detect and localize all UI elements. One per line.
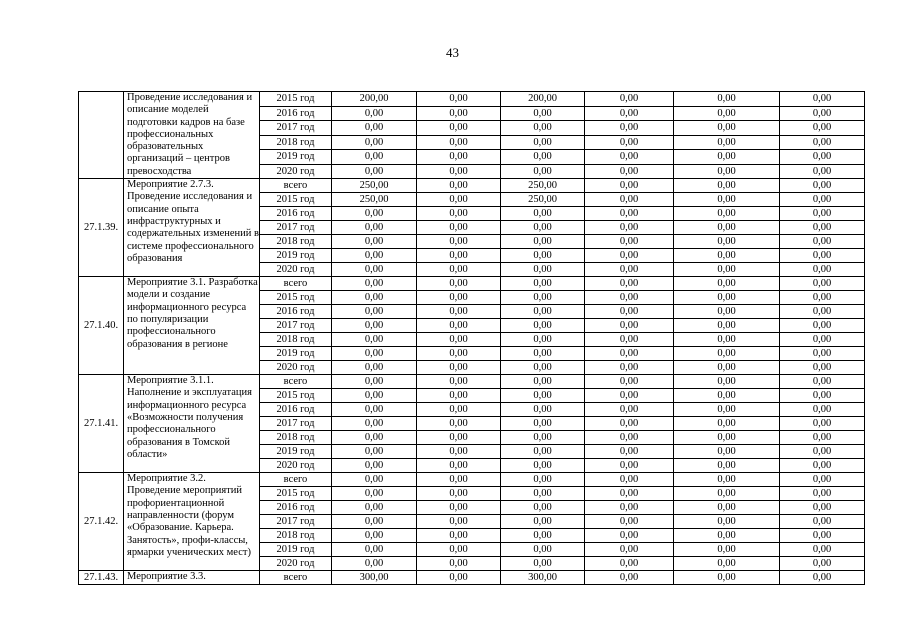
value-cell: 0,00: [332, 515, 417, 529]
value-cell: 0,00: [585, 207, 674, 221]
value-cell: 200,00: [332, 92, 417, 107]
item-description: Мероприятие 3.3.: [124, 571, 260, 585]
value-cell: 0,00: [501, 515, 585, 529]
value-cell: 0,00: [780, 389, 865, 403]
value-cell: 0,00: [501, 277, 585, 291]
value-cell: 0,00: [332, 445, 417, 459]
value-cell: 0,00: [417, 179, 501, 193]
value-cell: 0,00: [501, 291, 585, 305]
value-cell: 0,00: [585, 389, 674, 403]
value-cell: 0,00: [585, 473, 674, 487]
period-cell: 2020 год: [260, 263, 332, 277]
value-cell: 0,00: [417, 235, 501, 249]
value-cell: 250,00: [332, 179, 417, 193]
value-cell: 0,00: [674, 417, 780, 431]
value-cell: 0,00: [674, 389, 780, 403]
value-cell: 0,00: [332, 277, 417, 291]
value-cell: 0,00: [674, 487, 780, 501]
value-cell: 0,00: [585, 121, 674, 136]
value-cell: 0,00: [501, 305, 585, 319]
period-cell: 2019 год: [260, 445, 332, 459]
period-cell: 2015 год: [260, 92, 332, 107]
value-cell: 0,00: [674, 179, 780, 193]
value-cell: 0,00: [501, 249, 585, 263]
value-cell: 0,00: [780, 235, 865, 249]
period-cell: 2019 год: [260, 150, 332, 165]
value-cell: 0,00: [332, 431, 417, 445]
value-cell: 0,00: [332, 487, 417, 501]
value-cell: 0,00: [501, 487, 585, 501]
value-cell: 0,00: [780, 249, 865, 263]
value-cell: 0,00: [332, 501, 417, 515]
table-row: [79, 92, 865, 107]
value-cell: 0,00: [332, 473, 417, 487]
value-cell: 0,00: [501, 235, 585, 249]
page-number: 43: [446, 45, 459, 60]
value-cell: 0,00: [674, 291, 780, 305]
value-cell: 0,00: [501, 221, 585, 235]
value-cell: 0,00: [332, 249, 417, 263]
value-cell: 0,00: [585, 193, 674, 207]
value-cell: 0,00: [417, 277, 501, 291]
value-cell: 0,00: [501, 403, 585, 417]
value-cell: 0,00: [585, 501, 674, 515]
period-cell: 2017 год: [260, 319, 332, 333]
item-description: Мероприятие 3.1.1. Наполнение и эксплуатация информационного ресурса «Возможности получения профессионального образования в Томской области»: [124, 375, 260, 473]
value-cell: 0,00: [501, 164, 585, 179]
value-cell: 0,00: [501, 347, 585, 361]
value-cell: 0,00: [674, 249, 780, 263]
value-cell: 0,00: [780, 347, 865, 361]
table-row: [79, 277, 865, 291]
value-cell: 0,00: [780, 277, 865, 291]
value-cell: 0,00: [780, 333, 865, 347]
value-cell: 0,00: [585, 319, 674, 333]
value-cell: 0,00: [585, 92, 674, 107]
value-cell: 0,00: [417, 361, 501, 375]
value-cell: 0,00: [417, 571, 501, 585]
period-cell: 2019 год: [260, 249, 332, 263]
item-description: Проведение исследования и описание моделей подготовки кадров на базе профессиональных образовательных организаций – центров превосходства: [124, 92, 260, 179]
period-cell: 2016 год: [260, 305, 332, 319]
value-cell: 0,00: [332, 263, 417, 277]
value-cell: 0,00: [417, 403, 501, 417]
value-cell: 0,00: [674, 193, 780, 207]
value-cell: 0,00: [417, 92, 501, 107]
value-cell: 0,00: [417, 319, 501, 333]
value-cell: 250,00: [501, 193, 585, 207]
value-cell: 0,00: [417, 431, 501, 445]
value-cell: 0,00: [332, 291, 417, 305]
value-cell: 0,00: [780, 473, 865, 487]
period-cell: 2016 год: [260, 207, 332, 221]
value-cell: 0,00: [585, 431, 674, 445]
value-cell: 0,00: [585, 557, 674, 571]
value-cell: 0,00: [417, 501, 501, 515]
value-cell: 0,00: [780, 179, 865, 193]
item-code: 27.1.39.: [79, 179, 124, 277]
value-cell: 0,00: [674, 333, 780, 347]
value-cell: 0,00: [585, 459, 674, 473]
value-cell: 0,00: [585, 417, 674, 431]
value-cell: 0,00: [585, 221, 674, 235]
value-cell: 0,00: [417, 291, 501, 305]
value-cell: 0,00: [332, 389, 417, 403]
item-code: [79, 92, 124, 179]
value-cell: 0,00: [780, 221, 865, 235]
table-body: [79, 92, 865, 585]
value-cell: 0,00: [585, 179, 674, 193]
value-cell: 0,00: [417, 417, 501, 431]
value-cell: 0,00: [417, 249, 501, 263]
period-cell: 2020 год: [260, 557, 332, 571]
value-cell: 0,00: [332, 135, 417, 150]
value-cell: 0,00: [585, 164, 674, 179]
value-cell: 0,00: [780, 501, 865, 515]
value-cell: 0,00: [417, 515, 501, 529]
value-cell: 0,00: [674, 92, 780, 107]
period-cell: 2016 год: [260, 106, 332, 121]
value-cell: 0,00: [780, 445, 865, 459]
value-cell: 0,00: [780, 135, 865, 150]
value-cell: 0,00: [417, 263, 501, 277]
value-cell: 0,00: [417, 473, 501, 487]
value-cell: 0,00: [585, 263, 674, 277]
value-cell: 0,00: [674, 515, 780, 529]
value-cell: 0,00: [780, 121, 865, 136]
value-cell: 0,00: [674, 361, 780, 375]
period-cell: 2018 год: [260, 529, 332, 543]
value-cell: 0,00: [585, 375, 674, 389]
value-cell: 0,00: [417, 221, 501, 235]
value-cell: 0,00: [780, 431, 865, 445]
value-cell: 0,00: [417, 207, 501, 221]
value-cell: 0,00: [417, 557, 501, 571]
period-cell: всего: [260, 571, 332, 585]
value-cell: 0,00: [501, 473, 585, 487]
value-cell: 0,00: [417, 389, 501, 403]
value-cell: 0,00: [501, 361, 585, 375]
value-cell: 0,00: [674, 106, 780, 121]
item-code: 27.1.42.: [79, 473, 124, 571]
value-cell: 0,00: [585, 277, 674, 291]
item-description: Мероприятие 3.2. Проведение мероприятий профориентационной направленности (форум «Образование. Карьера. Занятость», профи-классы, ярмарки ученических мест): [124, 473, 260, 571]
value-cell: 0,00: [417, 121, 501, 136]
value-cell: 0,00: [674, 557, 780, 571]
value-cell: 0,00: [585, 515, 674, 529]
period-cell: 2019 год: [260, 543, 332, 557]
value-cell: 0,00: [674, 305, 780, 319]
value-cell: 0,00: [780, 207, 865, 221]
value-cell: 0,00: [332, 529, 417, 543]
value-cell: 0,00: [501, 543, 585, 557]
value-cell: 0,00: [332, 557, 417, 571]
value-cell: 0,00: [585, 347, 674, 361]
value-cell: 0,00: [585, 106, 674, 121]
period-cell: 2017 год: [260, 221, 332, 235]
value-cell: 0,00: [780, 487, 865, 501]
value-cell: 0,00: [585, 150, 674, 165]
value-cell: 0,00: [674, 403, 780, 417]
period-cell: 2017 год: [260, 417, 332, 431]
budget-table: [78, 91, 865, 585]
value-cell: 0,00: [780, 403, 865, 417]
value-cell: 0,00: [501, 445, 585, 459]
period-cell: 2017 год: [260, 121, 332, 136]
value-cell: 0,00: [674, 135, 780, 150]
period-cell: 2018 год: [260, 135, 332, 150]
item-code: 27.1.41.: [79, 375, 124, 473]
value-cell: 0,00: [417, 445, 501, 459]
value-cell: 0,00: [332, 361, 417, 375]
value-cell: 0,00: [417, 135, 501, 150]
value-cell: 0,00: [501, 459, 585, 473]
value-cell: 0,00: [674, 319, 780, 333]
value-cell: 0,00: [332, 459, 417, 473]
value-cell: 0,00: [780, 291, 865, 305]
value-cell: 300,00: [332, 571, 417, 585]
table-row: [79, 375, 865, 389]
value-cell: 0,00: [332, 319, 417, 333]
item-description: Мероприятие 2.7.3. Проведение исследования и описание опыта инфраструктурных и содержательных изменений в системе профессионального образования: [124, 179, 260, 277]
item-description: Мероприятие 3.1. Разработка модели и создание информационного ресурса по популяризации профессионального образования в регионе: [124, 277, 260, 375]
value-cell: 0,00: [417, 543, 501, 557]
item-code: 27.1.43.: [79, 571, 124, 585]
value-cell: 0,00: [780, 459, 865, 473]
value-cell: 0,00: [674, 221, 780, 235]
period-cell: 2015 год: [260, 389, 332, 403]
value-cell: 0,00: [417, 347, 501, 361]
value-cell: 0,00: [674, 347, 780, 361]
value-cell: 0,00: [332, 221, 417, 235]
value-cell: 0,00: [674, 543, 780, 557]
value-cell: 0,00: [417, 375, 501, 389]
value-cell: 0,00: [417, 164, 501, 179]
value-cell: 0,00: [674, 375, 780, 389]
value-cell: 0,00: [674, 164, 780, 179]
value-cell: 0,00: [332, 305, 417, 319]
value-cell: 0,00: [332, 150, 417, 165]
period-cell: 2016 год: [260, 501, 332, 515]
value-cell: 0,00: [332, 333, 417, 347]
value-cell: 0,00: [417, 150, 501, 165]
value-cell: 200,00: [501, 92, 585, 107]
value-cell: 0,00: [780, 150, 865, 165]
period-cell: 2017 год: [260, 515, 332, 529]
value-cell: 0,00: [674, 431, 780, 445]
value-cell: 0,00: [501, 431, 585, 445]
value-cell: 0,00: [332, 417, 417, 431]
value-cell: 0,00: [501, 529, 585, 543]
value-cell: 0,00: [585, 543, 674, 557]
value-cell: 0,00: [780, 543, 865, 557]
value-cell: 0,00: [674, 235, 780, 249]
value-cell: 0,00: [332, 347, 417, 361]
value-cell: 0,00: [780, 571, 865, 585]
value-cell: 0,00: [674, 501, 780, 515]
value-cell: 0,00: [417, 106, 501, 121]
value-cell: 0,00: [501, 319, 585, 333]
value-cell: 0,00: [332, 121, 417, 136]
period-cell: 2015 год: [260, 193, 332, 207]
value-cell: 250,00: [501, 179, 585, 193]
value-cell: 0,00: [417, 529, 501, 543]
item-code: 27.1.40.: [79, 277, 124, 375]
value-cell: 0,00: [674, 207, 780, 221]
value-cell: 0,00: [780, 263, 865, 277]
value-cell: 0,00: [501, 207, 585, 221]
value-cell: 0,00: [332, 543, 417, 557]
value-cell: 300,00: [501, 571, 585, 585]
value-cell: 0,00: [332, 403, 417, 417]
period-cell: всего: [260, 375, 332, 389]
table-row: [79, 473, 865, 487]
value-cell: 0,00: [674, 529, 780, 543]
value-cell: 0,00: [674, 277, 780, 291]
value-cell: 0,00: [332, 106, 417, 121]
value-cell: 0,00: [417, 459, 501, 473]
period-cell: 2015 год: [260, 291, 332, 305]
value-cell: 0,00: [780, 361, 865, 375]
value-cell: 0,00: [501, 557, 585, 571]
table-row: [79, 571, 865, 585]
value-cell: 0,00: [585, 135, 674, 150]
value-cell: 0,00: [585, 249, 674, 263]
value-cell: 0,00: [501, 333, 585, 347]
period-cell: всего: [260, 277, 332, 291]
period-cell: 2016 год: [260, 403, 332, 417]
table-row: [79, 179, 865, 193]
value-cell: 0,00: [674, 473, 780, 487]
value-cell: 0,00: [780, 92, 865, 107]
value-cell: 250,00: [332, 193, 417, 207]
value-cell: 0,00: [501, 501, 585, 515]
value-cell: 0,00: [585, 235, 674, 249]
value-cell: 0,00: [417, 333, 501, 347]
period-cell: 2018 год: [260, 431, 332, 445]
value-cell: 0,00: [501, 106, 585, 121]
value-cell: 0,00: [501, 263, 585, 277]
value-cell: 0,00: [780, 515, 865, 529]
value-cell: 0,00: [780, 417, 865, 431]
value-cell: 0,00: [780, 529, 865, 543]
value-cell: 0,00: [417, 305, 501, 319]
value-cell: 0,00: [332, 235, 417, 249]
period-cell: всего: [260, 473, 332, 487]
value-cell: 0,00: [674, 121, 780, 136]
value-cell: 0,00: [780, 193, 865, 207]
value-cell: 0,00: [780, 106, 865, 121]
value-cell: 0,00: [674, 459, 780, 473]
value-cell: 0,00: [332, 375, 417, 389]
value-cell: 0,00: [332, 164, 417, 179]
value-cell: 0,00: [501, 417, 585, 431]
value-cell: 0,00: [585, 487, 674, 501]
value-cell: 0,00: [780, 164, 865, 179]
value-cell: 0,00: [585, 361, 674, 375]
value-cell: 0,00: [780, 557, 865, 571]
value-cell: 0,00: [585, 305, 674, 319]
value-cell: 0,00: [501, 135, 585, 150]
period-cell: 2020 год: [260, 164, 332, 179]
value-cell: 0,00: [501, 375, 585, 389]
value-cell: 0,00: [674, 263, 780, 277]
period-cell: 2018 год: [260, 235, 332, 249]
period-cell: 2019 год: [260, 347, 332, 361]
value-cell: 0,00: [780, 305, 865, 319]
period-cell: 2020 год: [260, 361, 332, 375]
value-cell: 0,00: [674, 445, 780, 459]
value-cell: 0,00: [780, 375, 865, 389]
value-cell: 0,00: [585, 445, 674, 459]
value-cell: 0,00: [585, 333, 674, 347]
value-cell: 0,00: [674, 150, 780, 165]
value-cell: 0,00: [780, 319, 865, 333]
value-cell: 0,00: [501, 121, 585, 136]
period-cell: 2015 год: [260, 487, 332, 501]
value-cell: 0,00: [501, 150, 585, 165]
period-cell: 2020 год: [260, 459, 332, 473]
value-cell: 0,00: [501, 389, 585, 403]
value-cell: 0,00: [417, 193, 501, 207]
period-cell: всего: [260, 179, 332, 193]
value-cell: 0,00: [332, 207, 417, 221]
value-cell: 0,00: [585, 291, 674, 305]
value-cell: 0,00: [674, 571, 780, 585]
value-cell: 0,00: [417, 487, 501, 501]
value-cell: 0,00: [585, 403, 674, 417]
period-cell: 2018 год: [260, 333, 332, 347]
value-cell: 0,00: [585, 529, 674, 543]
value-cell: 0,00: [585, 571, 674, 585]
